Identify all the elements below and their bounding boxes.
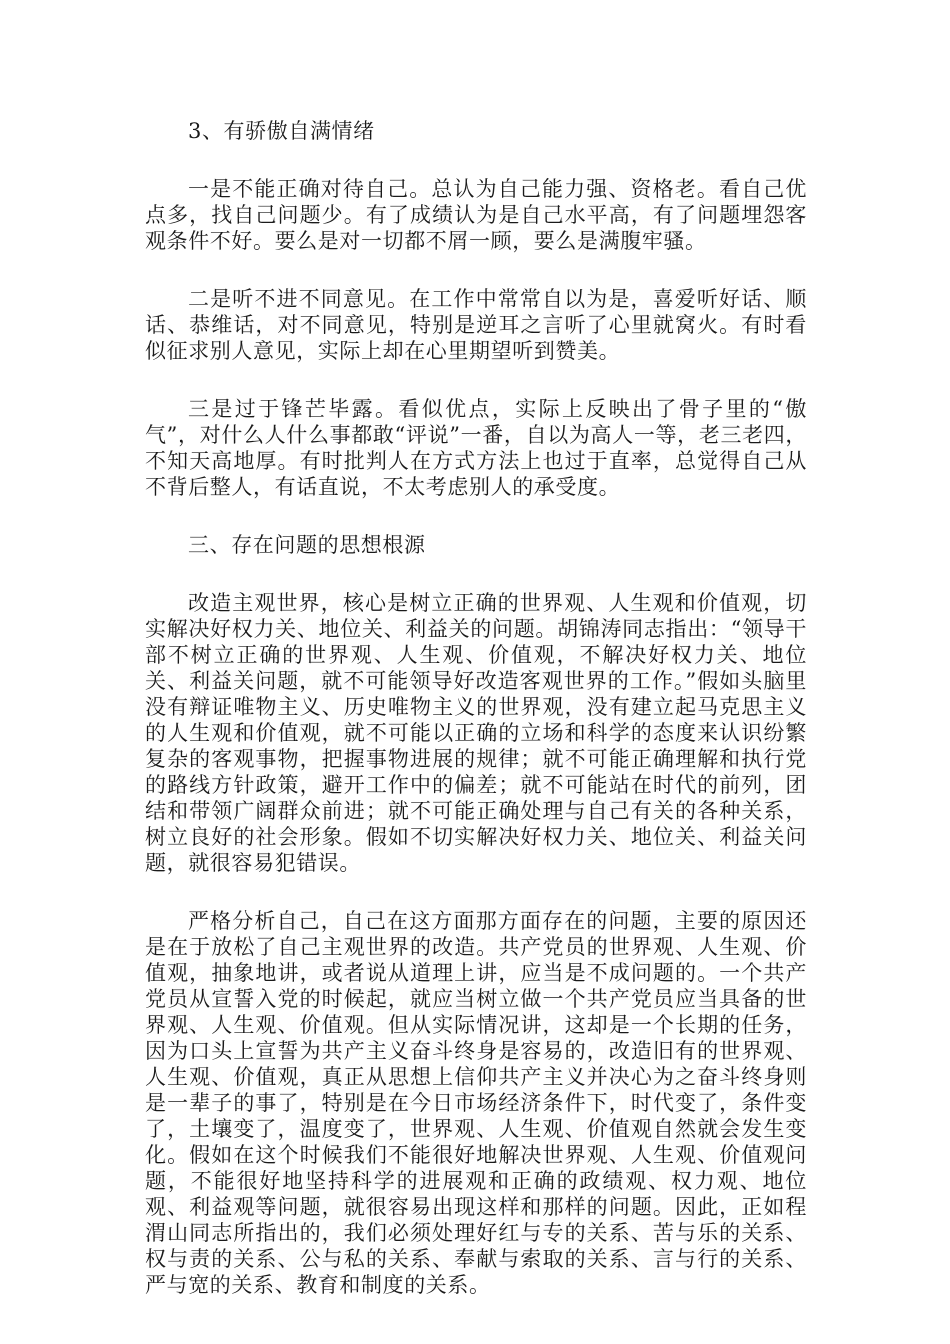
section-heading-arrogance: 3、有骄傲自满情绪 (188, 119, 375, 143)
paragraph-self-analysis: 严格分析自己，自己在这方面那方面存在的问题，主要的原因还是在于放松了自己主观世界的改造。共产党员的世界观、人生观、价值观，抽象地讲，或者说从道理上讲，应当是不成问题的。一个共产党员从宣誓入党的时候起，就应当树立做一个共产党员应当具备的世界观、人生观、价值观。但从实际情况讲，这却是一个长期的任务，因为口头上宣誓为共产主义奋斗终身是容易的，改造旧有的世界观、人生观、价值观，真正从思想上信仰共产主义并决心为之奋斗终身则是一辈子的事了，特别是在今日市场经济条件下，时代变了，条件变了，土壤变了，温度变了，世界观、人生观、价值观自然就会发生变化。假如在这个时候我们不能很好地解决世界观、人生观、价值观问题，不能很好地坚持科学的进展观和正确的政绩观、权力观、地位观、利益观等问题，就很容易出现这样和那样的问题。因此，正如程渭山同志所指出的，我们必须处理好红与专的关系、苦与乐的关系、权与责的关系、公与私的关系、奉献与索取的关系、言与行的关系、严与宽的关系、教育和制度的关系。 (145, 909, 807, 1297)
paragraph-opinions: 二是听不进不同意见。在工作中常常自以为是，喜爱听好话、顺话、恭维话，对不同意见，特别是逆耳之言听了心里就窝火。有时看似征求别人意见，实际上却在心里期望听到赞美。 (145, 287, 807, 363)
paragraph-sharpness: 三是过于锋芒毕露。看似优点，实际上反映出了骨子里的“傲气”，对什么人什么事都敢“评说”一番，自以为高人一等，老三老四，不知天高地厚。有时批判人在方式方法上也过于直率，总觉得自己从不背后整人，有话直说，不太考虑别人的承受度。 (145, 397, 807, 499)
paragraph-worldview: 改造主观世界，核心是树立正确的世界观、人生观和价值观，切实解决好权力关、地位关、利益关的问题。胡锦涛同志指出：“领导干部不树立正确的世界观、人生观、价值观，不解决好权力关、地位关、利益关问题，就不可能领导好改造客观世界的工作。”假如头脑里没有辩证唯物主义、历史唯物主义的世界观，没有建立起马克思主义的人生观和价值观，就不可能以正确的立场和科学的态度来认识纷繁复杂的客观事物，把握事物进展的规律；就不可能正确理解和执行党的路线方针政策，避开工作中的偏差；就不可能站在时代的前列，团结和带领广阔群众前进；就不可能正确处理与自己有关的各种关系，树立良好的社会形象。假如不切实解决好权力关、地位关、利益关问题，就很容易犯错误。 (145, 591, 807, 875)
paragraph-self-assessment: 一是不能正确对待自己。总认为自己能力强、资格老。看自己优点多，找自己问题少。有了成绩认为是自己水平高，有了问题埋怨客观条件不好。要么是对一切都不屑一顾，要么是满腹牢骚。 (145, 177, 807, 253)
section-heading-root-causes: 三、存在问题的思想根源 (188, 533, 426, 557)
document-body (145, 118, 807, 1330)
